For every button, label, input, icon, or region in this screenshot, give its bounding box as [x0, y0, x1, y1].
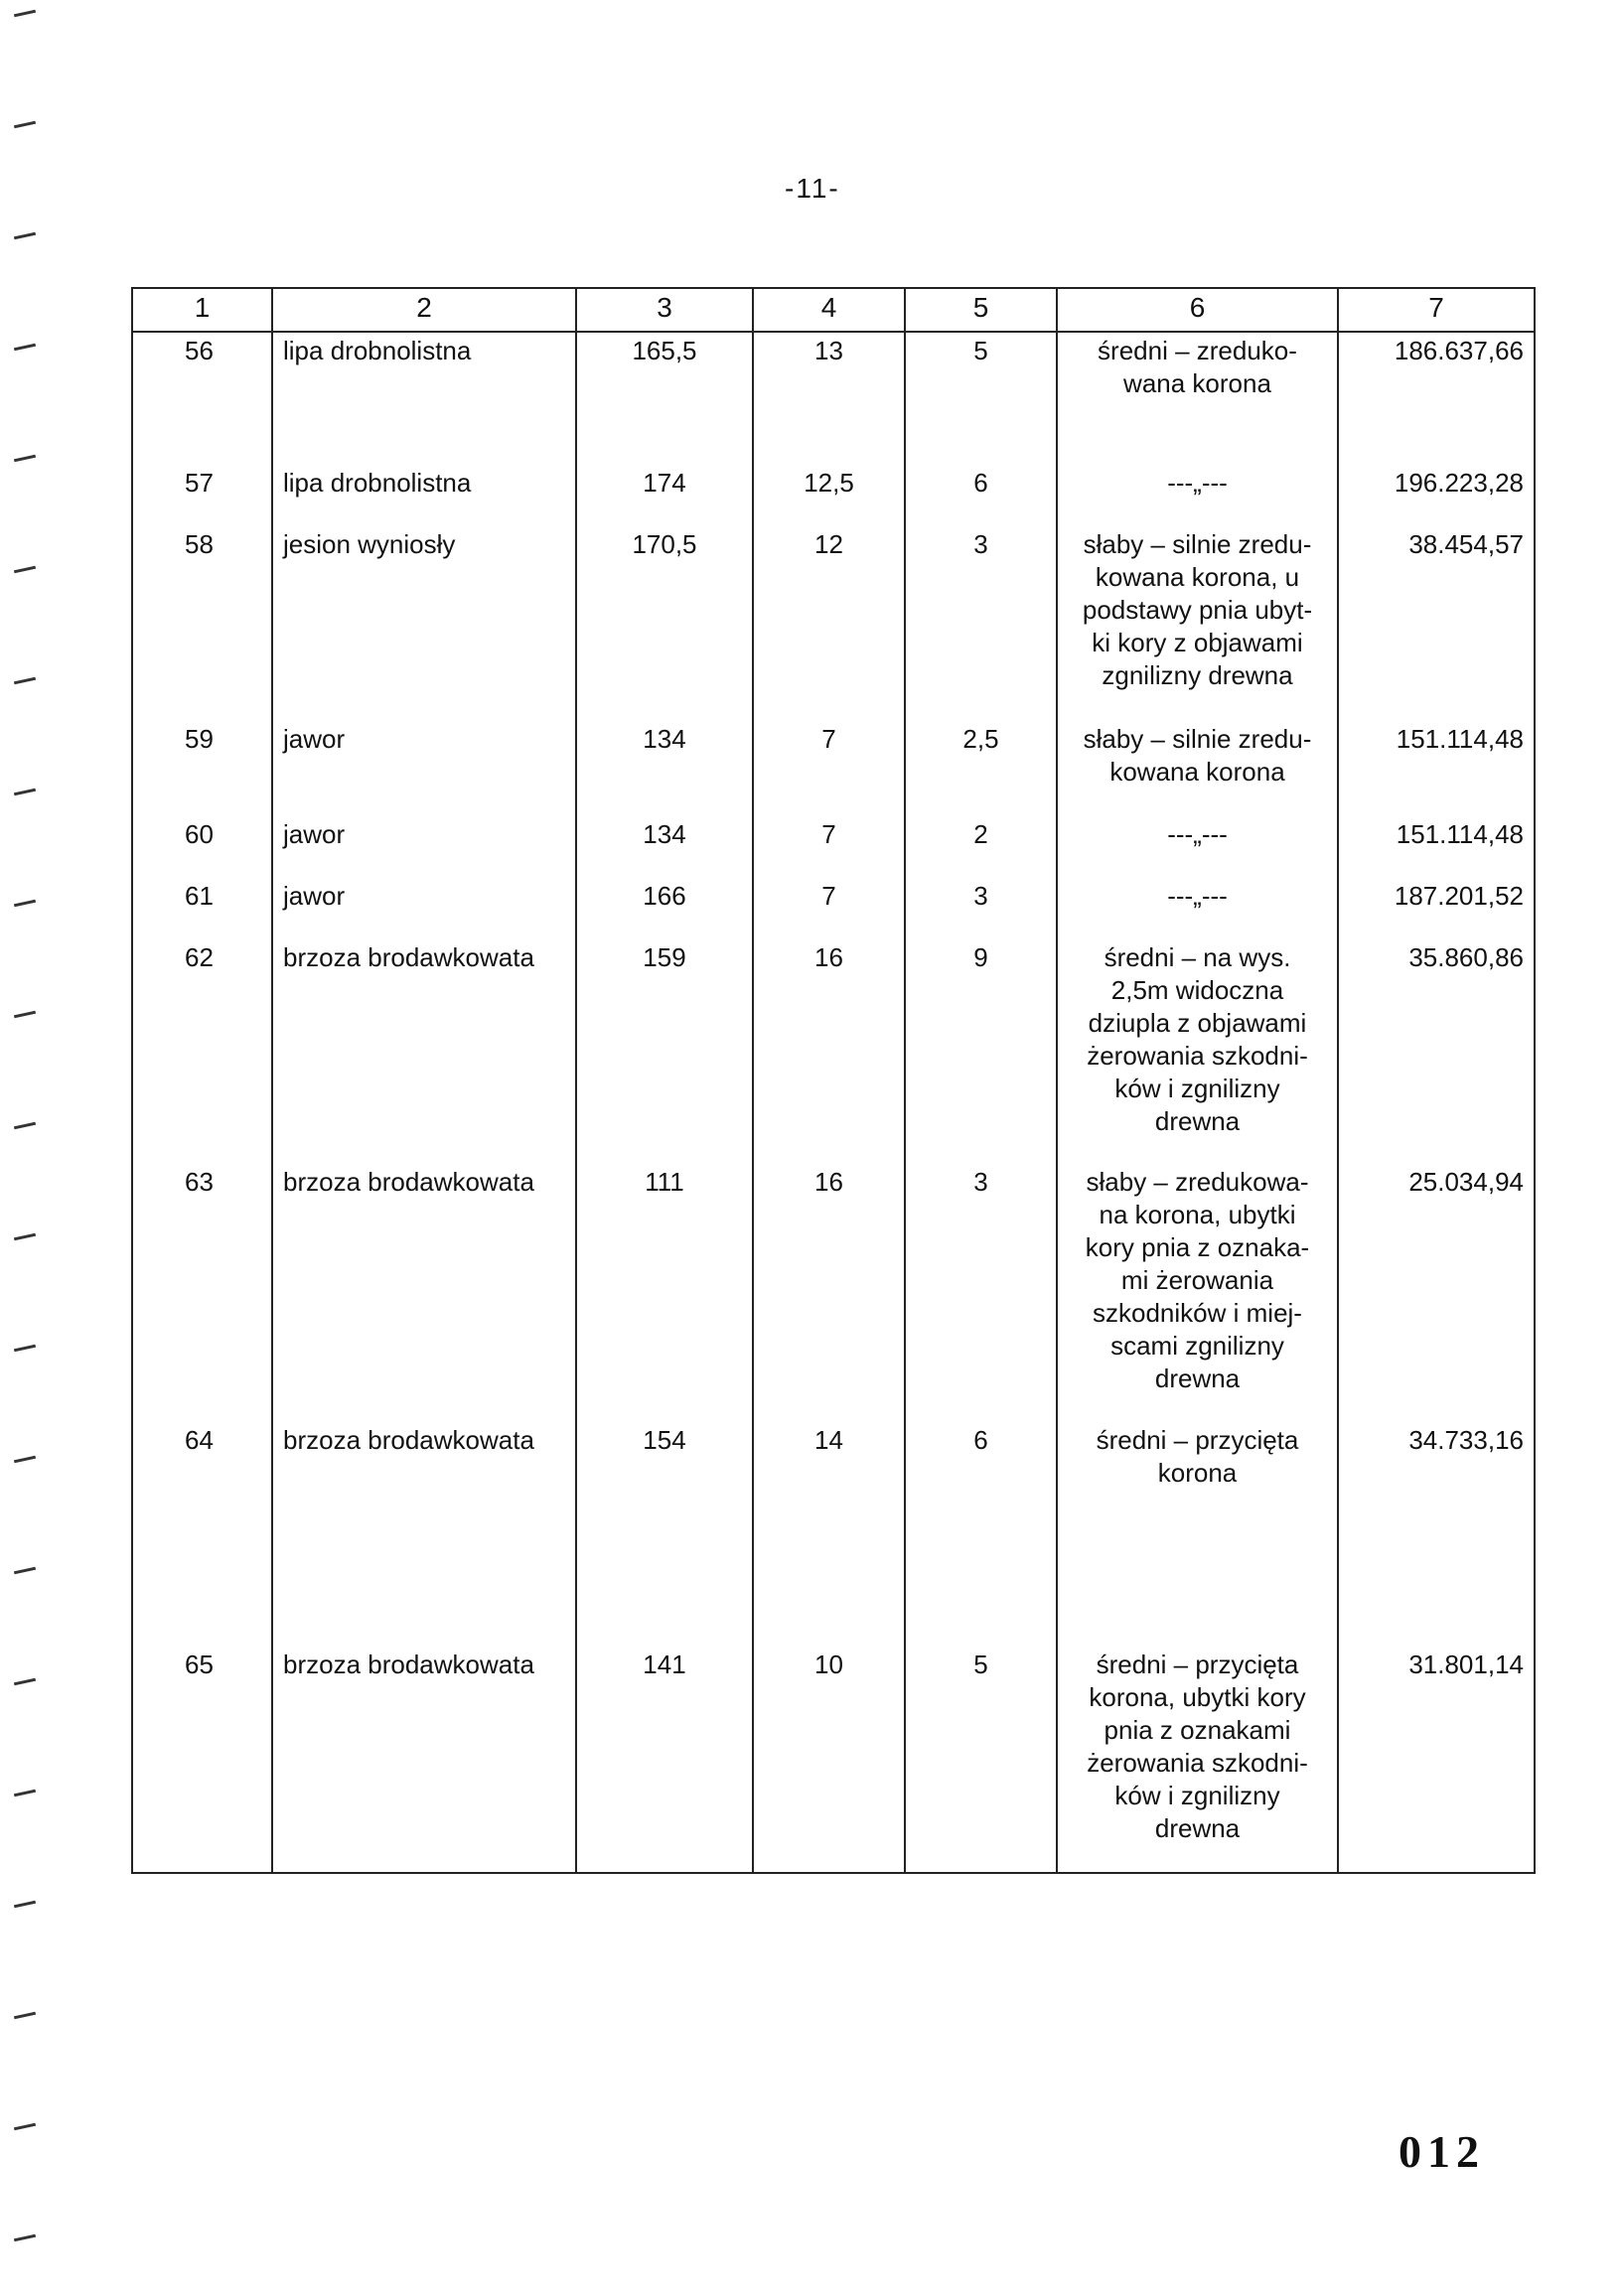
tree-height-cell: 7 [753, 806, 905, 868]
row-number-cell: 61 [132, 868, 272, 930]
binder-mark [14, 1456, 36, 1464]
table-row [132, 455, 1535, 516]
tree-height-cell: 16 [753, 930, 905, 1154]
table-row [132, 332, 1535, 455]
tree-species-cell: lipa drobnolistna [272, 332, 576, 455]
binder-mark [14, 1901, 36, 1909]
binder-mark [14, 566, 36, 574]
trunk-circumference-cell: 141 [576, 1637, 753, 1873]
table-row [132, 930, 1535, 1154]
tree-species-cell: brzoza brodawkowata [272, 1154, 576, 1412]
health-description-cell: średni – na wys. 2,5m widoczna dziupla z objawami żerowania szkodni- ków i zgnilizny drewna [1057, 930, 1338, 1154]
row-number-cell: 57 [132, 455, 272, 516]
trunk-circumference-cell: 159 [576, 930, 753, 1154]
column-header: 5 [905, 288, 1057, 332]
binder-mark [14, 455, 36, 463]
trunk-circumference-cell: 134 [576, 806, 753, 868]
table-row [132, 711, 1535, 806]
tree-species-cell: jawor [272, 806, 576, 868]
table-row [132, 1154, 1535, 1412]
tree-species-cell: jesion wyniosły [272, 516, 576, 711]
table-row [132, 868, 1535, 930]
tree-species-cell: lipa drobnolistna [272, 455, 576, 516]
trunk-circumference-cell: 111 [576, 1154, 753, 1412]
binder-mark [14, 677, 36, 685]
tree-value-cell: 34.733,16 [1338, 1412, 1535, 1637]
crown-diameter-cell: 5 [905, 1637, 1057, 1873]
binder-mark [14, 1567, 36, 1575]
row-number-cell: 62 [132, 930, 272, 1154]
row-number-cell: 56 [132, 332, 272, 455]
table-header-row [132, 288, 1535, 332]
tree-value-cell: 38.454,57 [1338, 516, 1535, 711]
tree-value-cell: 31.801,14 [1338, 1637, 1535, 1873]
crown-diameter-cell: 5 [905, 332, 1057, 455]
tree-inventory-table [131, 287, 1536, 1874]
binder-mark [14, 1678, 36, 1686]
trunk-circumference-cell: 165,5 [576, 332, 753, 455]
tree-value-cell: 187.201,52 [1338, 868, 1535, 930]
column-header: 7 [1338, 288, 1535, 332]
table-row [132, 1637, 1535, 1873]
crown-diameter-cell: 6 [905, 455, 1057, 516]
crown-diameter-cell: 3 [905, 1154, 1057, 1412]
crown-diameter-cell: 6 [905, 1412, 1057, 1637]
tree-height-cell: 14 [753, 1412, 905, 1637]
binder-mark [14, 10, 36, 18]
health-description-cell: ---„--- [1057, 806, 1338, 868]
health-description-cell: ---„--- [1057, 868, 1338, 930]
trunk-circumference-cell: 174 [576, 455, 753, 516]
health-description-cell: słaby – zredukowa- na korona, ubytki kory pnia z oznaka- mi żerowania szkodników i miej- scami zgnilizny drewna [1057, 1154, 1338, 1412]
table-row [132, 516, 1535, 711]
tree-height-cell: 13 [753, 332, 905, 455]
trunk-circumference-cell: 166 [576, 868, 753, 930]
tree-height-cell: 12 [753, 516, 905, 711]
column-header: 2 [272, 288, 576, 332]
tree-height-cell: 10 [753, 1637, 905, 1873]
column-header: 1 [132, 288, 272, 332]
binder-mark [14, 1345, 36, 1353]
binder-mark [14, 2234, 36, 2242]
binder-mark [14, 1790, 36, 1797]
health-description-cell: średni – zreduko- wana korona [1057, 332, 1338, 455]
health-description-cell: średni – przycięta korona, ubytki kory pnia z oznakami żerowania szkodni- ków i zgnilizny drewna [1057, 1637, 1338, 1873]
column-header: 6 [1057, 288, 1338, 332]
tree-value-cell: 196.223,28 [1338, 455, 1535, 516]
tree-species-cell: brzoza brodawkowata [272, 1412, 576, 1637]
binder-mark [14, 2123, 36, 2131]
page-number: -11- [785, 173, 840, 204]
binder-mark [14, 232, 36, 240]
tree-value-cell: 186.637,66 [1338, 332, 1535, 455]
row-number-cell: 63 [132, 1154, 272, 1412]
tree-value-cell: 151.114,48 [1338, 806, 1535, 868]
binder-mark [14, 1011, 36, 1019]
archive-stamp-number: 012 [1399, 2126, 1485, 2177]
trunk-circumference-cell: 154 [576, 1412, 753, 1637]
crown-diameter-cell: 2,5 [905, 711, 1057, 806]
crown-diameter-cell: 2 [905, 806, 1057, 868]
trunk-circumference-cell: 134 [576, 711, 753, 806]
table-row [132, 1412, 1535, 1637]
tree-value-cell: 25.034,94 [1338, 1154, 1535, 1412]
binder-mark [14, 121, 36, 129]
crown-diameter-cell: 9 [905, 930, 1057, 1154]
column-header: 4 [753, 288, 905, 332]
binder-mark [14, 344, 36, 352]
column-header: 3 [576, 288, 753, 332]
binder-mark [14, 1233, 36, 1241]
table-row [132, 806, 1535, 868]
tree-species-cell: jawor [272, 868, 576, 930]
health-description-cell: ---„--- [1057, 455, 1338, 516]
tree-height-cell: 16 [753, 1154, 905, 1412]
health-description-cell: słaby – silnie zredu- kowana korona [1057, 711, 1338, 806]
row-number-cell: 65 [132, 1637, 272, 1873]
row-number-cell: 60 [132, 806, 272, 868]
row-number-cell: 58 [132, 516, 272, 711]
tree-species-cell: brzoza brodawkowata [272, 930, 576, 1154]
row-number-cell: 64 [132, 1412, 272, 1637]
binder-mark [14, 789, 36, 796]
health-description-cell: średni – przycięta korona [1057, 1412, 1338, 1637]
tree-value-cell: 151.114,48 [1338, 711, 1535, 806]
crown-diameter-cell: 3 [905, 516, 1057, 711]
tree-height-cell: 7 [753, 868, 905, 930]
tree-species-cell: brzoza brodawkowata [272, 1637, 576, 1873]
binder-mark [14, 2012, 36, 2020]
tree-height-cell: 7 [753, 711, 905, 806]
tree-species-cell: jawor [272, 711, 576, 806]
tree-value-cell: 35.860,86 [1338, 930, 1535, 1154]
trunk-circumference-cell: 170,5 [576, 516, 753, 711]
tree-height-cell: 12,5 [753, 455, 905, 516]
health-description-cell: słaby – silnie zredu- kowana korona, u podstawy pnia ubyt- ki kory z objawami zgnilizny drewna [1057, 516, 1338, 711]
binder-mark [14, 900, 36, 908]
row-number-cell: 59 [132, 711, 272, 806]
crown-diameter-cell: 3 [905, 868, 1057, 930]
binder-mark [14, 1122, 36, 1130]
